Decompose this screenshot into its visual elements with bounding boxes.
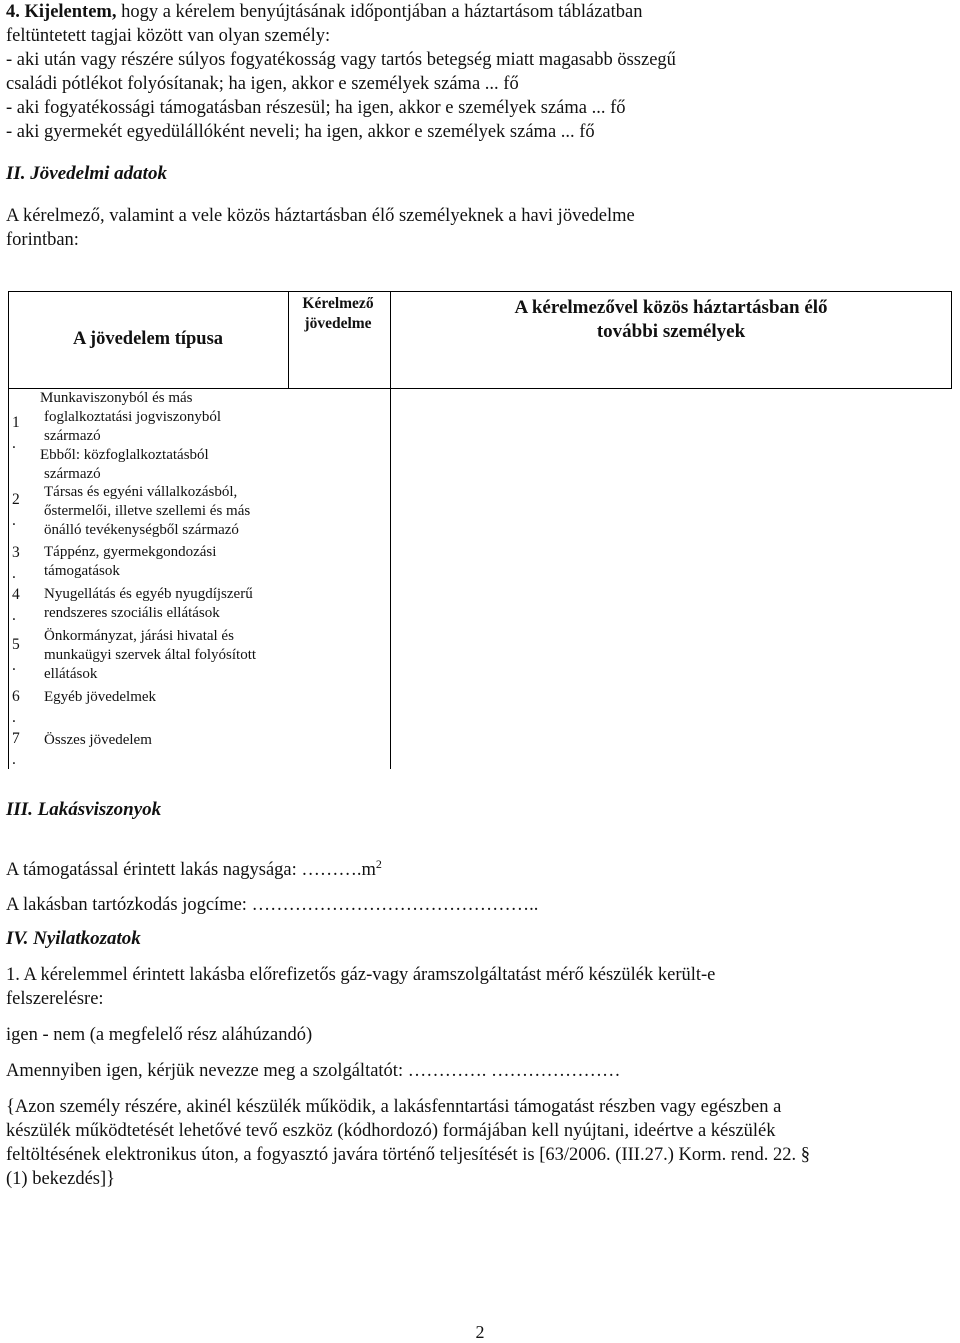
row-number xyxy=(12,686,34,728)
row-text-line: származó xyxy=(44,428,101,444)
row-num-digit: 7 xyxy=(12,730,20,747)
table-rule xyxy=(8,291,952,292)
row-income-type xyxy=(40,483,276,540)
row-num-digit: 1 xyxy=(12,414,20,431)
yes-no-choice: igen - nem (a megfelelő rész aláhúzandó) xyxy=(6,1025,313,1045)
row-text-line: Nyugellátás és egyéb nyugdíjszerű xyxy=(44,586,253,602)
row-text-line: Összes jövedelem xyxy=(44,732,152,748)
heading-bold: Kijelentem, xyxy=(24,2,117,22)
col-applicant-line: jövedelme xyxy=(304,315,372,332)
table-rule xyxy=(951,291,952,389)
row-num-dot: . xyxy=(12,565,16,582)
note-line: {Azon személy részére, akinél készülék működik, a lakásfenntartási támogatást részben vagy egészben a xyxy=(6,1097,782,1117)
income-table xyxy=(8,291,952,769)
page-number: 2 xyxy=(475,1322,485,1342)
residence-title-field: A lakásban tartózkodás jogcíme: ……………………………………….. xyxy=(6,895,539,915)
col-household-members xyxy=(396,296,946,344)
col-household-line: további személyek xyxy=(596,321,746,342)
col-applicant-line: Kérelmező xyxy=(302,295,374,312)
apartment-size-field xyxy=(6,858,946,882)
question-line: felszerelésre: xyxy=(6,989,104,1009)
intro-line: A kérelmező, valamint a vele közös háztartásban élő személyeknek a havi jövedelme xyxy=(6,206,635,226)
row-text-line: munkaügyi szervek által folyósított xyxy=(44,647,257,663)
row-income-type xyxy=(40,731,276,750)
row-num-digit: 3 xyxy=(12,544,20,561)
row-num-dot: . xyxy=(12,751,16,768)
declaration-line: - aki után vagy részére súlyos fogyatékosság vagy tartós betegség miatt magasabb összegű xyxy=(6,50,676,70)
row-text-line: támogatások xyxy=(44,563,120,579)
row-text-line: Egyéb jövedelmek xyxy=(44,689,157,705)
note-line: készülék működtetését lehetővé tevő eszköz (kódhordozó) formájában kell nyújtani, ideértve a készülék xyxy=(6,1121,776,1141)
row-text-line: őstermelői, illetve szellemi és más xyxy=(44,503,251,519)
section-iv-title: IV. Nyilatkozatok xyxy=(6,928,141,949)
row-text-line: foglalkoztatási jogviszonyból xyxy=(44,409,222,425)
row-text-line: Társas és egyéni vállalkozásból, xyxy=(44,484,238,500)
declaration-line: - aki fogyatékossági támogatásban részesül; ha igen, akkor e személyek száma ... fő xyxy=(6,98,626,118)
apartment-size-label: A támogatással érintett lakás nagysága: ……….m xyxy=(6,860,376,880)
row-num-dot: . xyxy=(12,512,16,529)
col-applicant-income xyxy=(288,294,388,334)
declaration-line: - aki gyermekét egyedülállóként neveli; ha igen, akkor e személyek száma ... fő xyxy=(6,122,595,142)
row-text-line: Önkormányzat, járási hivatal és xyxy=(44,628,234,644)
row-number xyxy=(12,728,34,770)
row-text-line: származó xyxy=(44,466,101,482)
row-income-type xyxy=(40,627,276,684)
col-household-line: A kérelmezővel közös háztartásban élő xyxy=(514,297,828,318)
section-iii-title: III. Lakásviszonyok xyxy=(6,799,162,820)
row-num-digit: 5 xyxy=(12,636,20,653)
row-income-type xyxy=(40,389,272,484)
row-number xyxy=(12,634,34,676)
row-text-line: ellátások xyxy=(44,666,98,682)
row-text-line: Munkaviszonyból és más xyxy=(40,390,193,406)
col-income-type: A jövedelem típusa xyxy=(72,329,224,349)
note-line: feltöltésének elektronikus úton, a fogyasztó javára történő teljesítését is [63/2006. (III.27.) Korm. rend. 22. § xyxy=(6,1145,811,1165)
row-income-type xyxy=(40,585,276,623)
square-meter-sup: 2 xyxy=(375,856,382,871)
row-num-digit: 4 xyxy=(12,586,20,603)
row-text-line: Ebből: közfoglalkoztatásból xyxy=(40,447,209,463)
row-income-type xyxy=(40,688,276,707)
declaration-line: családi pótlékot folyósítanak; ha igen, akkor e személyek száma ... fő xyxy=(6,74,519,94)
row-text-line: rendszeres szociális ellátások xyxy=(44,605,220,621)
row-number xyxy=(12,489,34,531)
note-line: (1) bekezdés]} xyxy=(6,1169,116,1189)
row-num-dot: . xyxy=(12,435,16,452)
row-number xyxy=(12,584,34,626)
row-num-dot: . xyxy=(12,709,16,726)
provider-field: Amennyiben igen, kérjük nevezze meg a szolgáltatót: …………. ………………… xyxy=(6,1061,621,1081)
row-text-line: önálló tevékenységből származó xyxy=(44,522,239,538)
section-ii-title: II. Jövedelmi adatok xyxy=(6,163,167,184)
table-rule xyxy=(8,291,9,769)
prepaid-meter-question xyxy=(6,963,946,1011)
row-num-dot: . xyxy=(12,607,16,624)
question-line: 1. A kérelemmel érintett lakásba előrefizetős gáz-vagy áramszolgáltatást mérő készülék került-e xyxy=(6,965,716,985)
row-number xyxy=(12,542,34,584)
household-declaration xyxy=(6,0,946,144)
row-number xyxy=(12,412,34,454)
row-income-type xyxy=(40,543,276,581)
table-rule xyxy=(390,291,391,769)
declaration-line: feltüntetett tagjai között van olyan személy: xyxy=(6,26,331,46)
row-num-digit: 6 xyxy=(12,688,20,705)
legal-note xyxy=(6,1095,956,1191)
heading-rest: hogy a kérelem benyújtásának időpontjában a háztartásom táblázatban xyxy=(116,2,643,22)
row-num-digit: 2 xyxy=(12,491,20,508)
heading-number: 4. xyxy=(6,2,20,22)
row-text-line: Táppénz, gyermekgondozási xyxy=(44,544,217,560)
declaration-heading xyxy=(6,0,946,24)
row-num-dot: . xyxy=(12,657,16,674)
intro-line: forintban: xyxy=(6,230,79,250)
section-ii-intro xyxy=(6,204,946,252)
